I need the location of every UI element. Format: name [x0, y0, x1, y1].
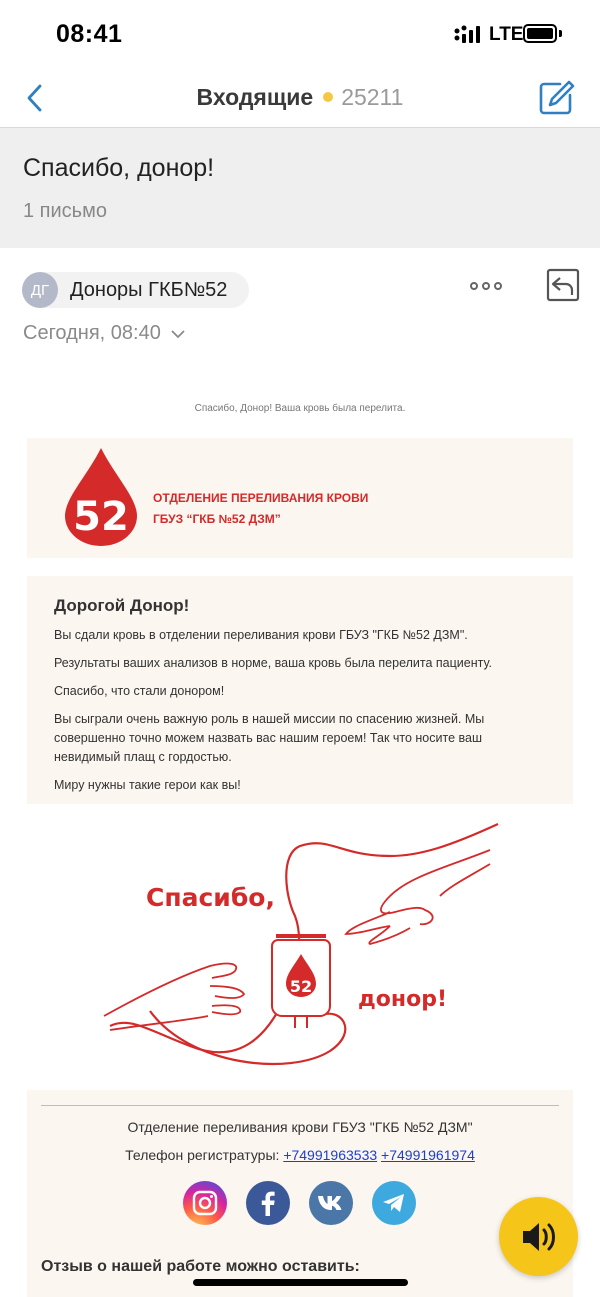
sender-chip[interactable]	[22, 272, 249, 308]
social-links	[183, 1181, 416, 1225]
folder-name: Входящие	[196, 84, 314, 110]
compose-button[interactable]	[536, 78, 576, 118]
facebook-link[interactable]	[246, 1181, 290, 1225]
home-indicator[interactable]	[193, 1279, 408, 1286]
letter-paragraph: Спасибо, что стали донором!	[54, 684, 225, 698]
unread-count: 25211	[341, 84, 404, 110]
reply-icon	[546, 268, 580, 302]
vk-link[interactable]	[309, 1181, 353, 1225]
status-time: 08:41	[56, 20, 123, 48]
letter-greeting: Дорогой Донор!	[54, 596, 190, 615]
more-button[interactable]	[470, 276, 506, 296]
facebook-icon	[255, 1190, 281, 1216]
network-label: LTE	[489, 24, 524, 45]
footer-review-text: Отзыв о нашей работе можно оставить:	[41, 1258, 360, 1275]
footer-divider	[41, 1105, 559, 1106]
letter-block	[27, 576, 573, 804]
letter-paragraph: Миру нужны такие герои как вы!	[54, 778, 241, 792]
letter-paragraph: Результаты ваших анализов в норме, ваша кровь была перелита пациенту.	[54, 656, 492, 670]
letter-paragraph: Вы сдали кровь в отделении переливания крови ГБУЗ "ГКБ №52 ДЗМ".	[54, 628, 468, 642]
sender-name: Доноры ГКБ№52	[70, 278, 228, 301]
nav-title	[0, 84, 600, 111]
thread-subject: Спасибо, донор!	[23, 154, 215, 182]
email-footer	[27, 1090, 573, 1297]
telegram-link[interactable]	[372, 1181, 416, 1225]
illustration-text-thanks: Спасибо,	[146, 883, 275, 912]
battery-icon	[523, 24, 557, 43]
message-date[interactable]	[23, 322, 186, 345]
email-banner	[27, 438, 573, 558]
instagram-icon	[192, 1190, 218, 1216]
illustration-text-donor: донор!	[358, 987, 447, 1012]
footer-phone	[27, 1147, 573, 1163]
banner-line-1: ОТДЕЛЕНИЕ ПЕРЕЛИВАНИЯ КРОВИ	[153, 491, 369, 505]
read-aloud-button[interactable]	[499, 1197, 578, 1276]
speaker-icon	[519, 1219, 559, 1255]
status-bar	[0, 0, 600, 68]
chevron-down-icon	[170, 329, 186, 339]
thank-you-illustration	[90, 816, 510, 1072]
telegram-icon	[381, 1191, 407, 1215]
blood-drop-logo-icon	[61, 446, 141, 548]
nav-bar	[0, 68, 600, 128]
phone-link-1[interactable]: +74991963533	[283, 1147, 378, 1163]
instagram-link[interactable]	[183, 1181, 227, 1225]
unread-dot	[323, 92, 333, 102]
phone-link-2[interactable]: +74991961974	[381, 1147, 475, 1163]
banner-text	[153, 488, 368, 530]
vk-icon	[317, 1194, 345, 1212]
date-text: Сегодня, 08:40	[23, 322, 161, 344]
svg-text:52: 52	[289, 977, 313, 996]
thread-header	[0, 128, 600, 248]
more-icon	[470, 282, 478, 290]
signal-icon	[454, 25, 484, 43]
reply-button[interactable]	[546, 268, 580, 302]
letter-paragraph: Вы сыграли очень важную роль в нашей миссии по спасению жизней. Мы совершенно точно можем назвать вас нашим героем! Так что носите ваш невидимый плащ с гордостью.	[54, 712, 485, 764]
thread-message-count: 1 письмо	[23, 200, 107, 222]
svg-text:52: 52	[73, 494, 129, 540]
phone-label: Телефон регистратуры:	[125, 1147, 280, 1163]
footer-org: Отделение переливания крови ГБУЗ "ГКБ №52 ДЗМ"	[127, 1119, 473, 1135]
avatar: ДГ	[22, 272, 58, 308]
banner-line-2: ГБУЗ “ГКБ №52 ДЗМ”	[153, 512, 281, 526]
compose-icon	[536, 78, 576, 118]
email-preheader: Спасибо, Донор! Ваша кровь была перелита.	[194, 403, 406, 414]
